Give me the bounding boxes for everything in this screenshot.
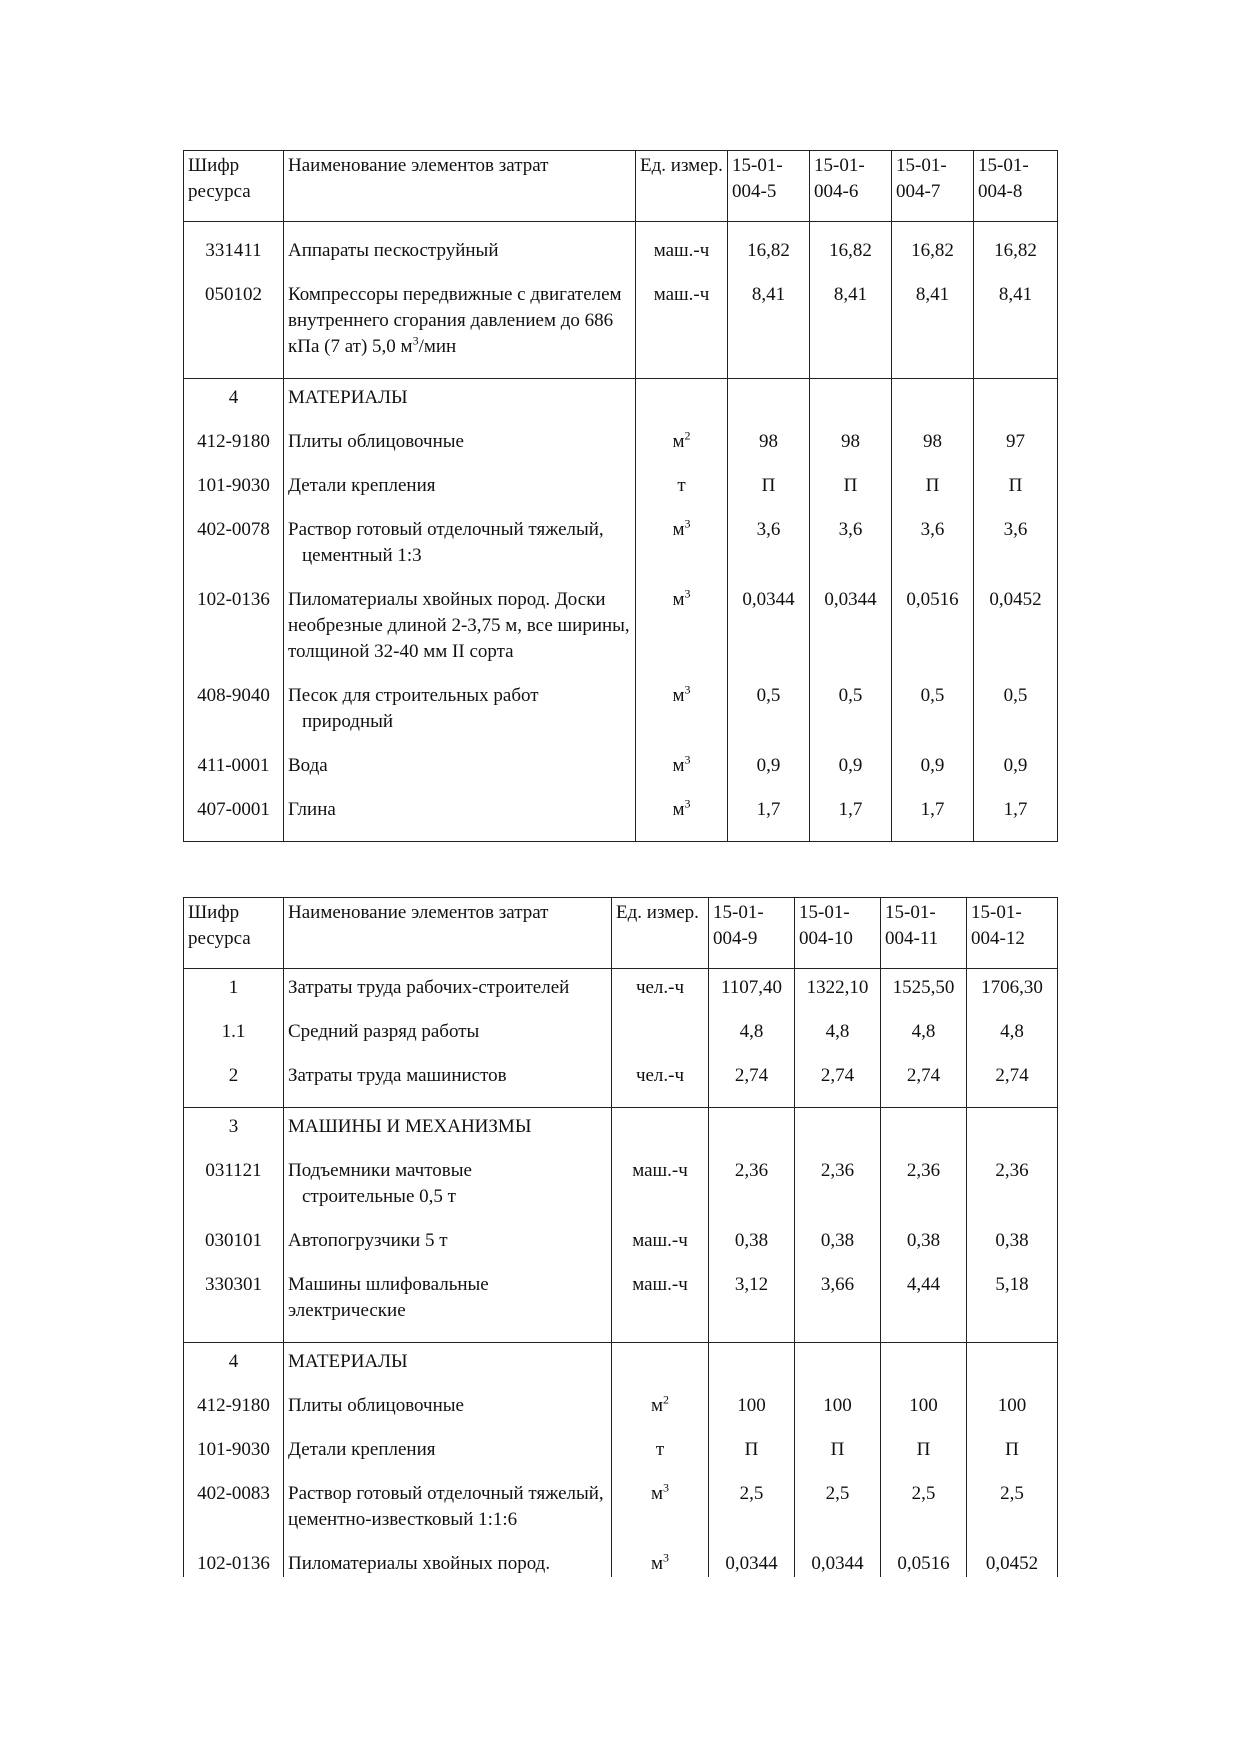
row-unit: $м^2$ (636, 429, 728, 473)
row-value: 2,5 (967, 1481, 1058, 1551)
row-value: 100 (881, 1393, 967, 1437)
row-value: 16,82 (974, 222, 1058, 283)
row-unit: маш.-ч (636, 282, 728, 379)
row-value: 3,6 (974, 517, 1058, 587)
table-row (184, 517, 1058, 587)
row-unit: $м^3$ (636, 683, 728, 753)
row-value: 100 (709, 1393, 795, 1437)
header-col-1: 15-01-004-9 (709, 898, 795, 969)
row-value: 8,41 (974, 282, 1058, 379)
row-name: Вода (284, 753, 636, 797)
row-value: П (810, 473, 892, 517)
table-row (184, 1481, 1058, 1551)
row-value: 4,44 (881, 1272, 967, 1343)
row-unit: $м^3$ (612, 1481, 709, 1551)
row-value: 3,66 (795, 1272, 881, 1343)
row-value: 4,8 (709, 1019, 795, 1063)
row-value: 2,74 (881, 1063, 967, 1108)
row-value: 0,38 (881, 1228, 967, 1272)
row-code: 1.1 (184, 1019, 284, 1063)
row-value: П (967, 1437, 1058, 1481)
row-value: 0,0344 (810, 587, 892, 683)
row-value: 1706,30 (967, 969, 1058, 1020)
row-code: 101-9030 (184, 1437, 284, 1481)
header-col-1: 15-01-004-5 (728, 151, 810, 222)
header-unit: Ед. измер. (612, 898, 709, 969)
table-row (184, 1019, 1058, 1063)
row-value: 2,74 (709, 1063, 795, 1108)
table-row (184, 1551, 1058, 1577)
row-value: 2,36 (795, 1158, 881, 1228)
row-value: 0,9 (892, 753, 974, 797)
table-row (184, 222, 1058, 283)
table-header-row (184, 898, 1058, 969)
row-code: 411-0001 (184, 753, 284, 797)
row-unit: маш.-ч (612, 1272, 709, 1343)
row-value: П (881, 1437, 967, 1481)
section-code: 3 (184, 1108, 284, 1159)
row-value: П (892, 473, 974, 517)
row-value: 0,0516 (892, 587, 974, 683)
header-name: Наименование элементов затрат (284, 898, 612, 969)
row-unit: маш.-ч (612, 1228, 709, 1272)
row-value: 1,7 (892, 797, 974, 842)
row-value: 0,0516 (881, 1551, 967, 1577)
section-code: 4 (184, 379, 284, 430)
table-header-row (184, 151, 1058, 222)
row-value: 0,5 (810, 683, 892, 753)
row-name-tail: /мин (418, 336, 457, 357)
header-unit: Ед. измер. (636, 151, 728, 222)
row-value: П (728, 473, 810, 517)
row-name: Детали крепления (284, 1437, 612, 1481)
row-value: 2,74 (795, 1063, 881, 1108)
header-col-4: 15-01-004-8 (974, 151, 1058, 222)
row-name: Пиломатериалы хвойных пород. Доски необрезные длиной 2-3,75 м, все ширины, толщиной 32-40 мм II сорта (284, 587, 636, 683)
table-row (184, 1228, 1058, 1272)
row-value: 2,5 (709, 1481, 795, 1551)
row-code: 412-9180 (184, 429, 284, 473)
row-code: 101-9030 (184, 473, 284, 517)
table-row (184, 1437, 1058, 1481)
row-name-text: Компрессоры передвижные с двигателем внутреннего сгорания давлением до 686 кПа (7 ат) 5,0 м (288, 284, 622, 357)
header-col-3: 15-01-004-11 (881, 898, 967, 969)
table-row (184, 587, 1058, 683)
row-code: 330301 (184, 1272, 284, 1343)
row-value: 0,5 (892, 683, 974, 753)
row-value: 8,41 (892, 282, 974, 379)
table-row (184, 1272, 1058, 1343)
row-value: 3,12 (709, 1272, 795, 1343)
row-name: Детали крепления (284, 473, 636, 517)
row-value: 98 (728, 429, 810, 473)
table-row (184, 797, 1058, 842)
row-code: 2 (184, 1063, 284, 1108)
row-value: 100 (795, 1393, 881, 1437)
row-value: 98 (810, 429, 892, 473)
row-value: 16,82 (810, 222, 892, 283)
header-name: Наименование элементов затрат (284, 151, 636, 222)
row-value: 100 (967, 1393, 1058, 1437)
row-value: 0,9 (810, 753, 892, 797)
row-value: 0,9 (728, 753, 810, 797)
row-name: Машины шлифовальные электрические (284, 1272, 612, 1343)
row-code: 402-0078 (184, 517, 284, 587)
row-code: 030101 (184, 1228, 284, 1272)
table-row (184, 429, 1058, 473)
row-value: 4,8 (795, 1019, 881, 1063)
row-value: 5,18 (967, 1272, 1058, 1343)
table-row (184, 1393, 1058, 1437)
section-title: МАТЕРИАЛЫ (284, 379, 636, 430)
header-col-3: 15-01-004-7 (892, 151, 974, 222)
row-value: 2,5 (795, 1481, 881, 1551)
row-name: Плиты облицовочные (284, 1393, 612, 1437)
header-col-2: 15-01-004-10 (795, 898, 881, 969)
row-value: 1,7 (728, 797, 810, 842)
table-row (184, 969, 1058, 1020)
row-code: 102-0136 (184, 1551, 284, 1577)
row-code: 402-0083 (184, 1481, 284, 1551)
row-code: 408-9040 (184, 683, 284, 753)
row-unit: $м^3$ (636, 753, 728, 797)
row-value: 0,0452 (974, 587, 1058, 683)
row-value: 0,0344 (709, 1551, 795, 1577)
row-name: Раствор готовый отделочный тяжелый, цементный 1:3 (284, 517, 636, 587)
header-col-4: 15-01-004-12 (967, 898, 1058, 969)
row-unit (612, 1019, 709, 1063)
header-col-2: 15-01-004-6 (810, 151, 892, 222)
table-row (184, 683, 1058, 753)
section-title: МАТЕРИАЛЫ (284, 1343, 612, 1394)
row-name: Средний разряд работы (284, 1019, 612, 1063)
row-code: 050102 (184, 282, 284, 379)
header-code: Шифр ресурса (184, 151, 284, 222)
row-value: 2,5 (881, 1481, 967, 1551)
row-unit: $м^3$ (636, 587, 728, 683)
row-name: Подъемники мачтовые строительные 0,5 т (284, 1158, 612, 1228)
table-row (184, 473, 1058, 517)
row-name: Пиломатериалы хвойных пород. (284, 1551, 612, 1577)
row-code: 102-0136 (184, 587, 284, 683)
row-value: 0,9 (974, 753, 1058, 797)
row-value: 1525,50 (881, 969, 967, 1020)
row-unit: $м^3$ (636, 517, 728, 587)
row-unit: маш.-ч (636, 222, 728, 283)
row-value: 0,0344 (795, 1551, 881, 1577)
row-value: 8,41 (728, 282, 810, 379)
row-value: 16,82 (728, 222, 810, 283)
row-value: 0,0344 (728, 587, 810, 683)
row-value: 0,38 (795, 1228, 881, 1272)
row-name: Раствор готовый отделочный тяжелый, цементно-известковый 1:1:6 (284, 1481, 612, 1551)
row-value: 98 (892, 429, 974, 473)
section-row-machines (184, 1108, 1058, 1159)
row-unit: $м^3$ (636, 797, 728, 842)
row-name: Плиты облицовочные (284, 429, 636, 473)
row-value: 3,6 (728, 517, 810, 587)
row-unit: $м^3$ (612, 1551, 709, 1577)
row-unit: маш.-ч (612, 1158, 709, 1228)
header-code: Шифр ресурса (184, 898, 284, 969)
row-value: 8,41 (810, 282, 892, 379)
row-unit: чел.-ч (612, 969, 709, 1020)
row-value: 2,36 (881, 1158, 967, 1228)
row-value: 3,6 (810, 517, 892, 587)
row-value: 4,8 (967, 1019, 1058, 1063)
row-value: 2,36 (709, 1158, 795, 1228)
table-row (184, 1158, 1058, 1228)
resource-table-1 (183, 150, 1058, 842)
row-name: Затраты труда машинистов (284, 1063, 612, 1108)
row-value: 4,8 (881, 1019, 967, 1063)
row-value: 1322,10 (795, 969, 881, 1020)
row-value: 97 (974, 429, 1058, 473)
row-name (284, 282, 636, 379)
row-name: Автопогрузчики 5 т (284, 1228, 612, 1272)
resource-table-2 (183, 897, 1058, 1577)
row-name: Затраты труда рабочих-строителей (284, 969, 612, 1020)
table-row (184, 753, 1058, 797)
row-value: 0,5 (974, 683, 1058, 753)
row-value: П (974, 473, 1058, 517)
row-value: 3,6 (892, 517, 974, 587)
row-code: 1 (184, 969, 284, 1020)
table-row (184, 1063, 1058, 1108)
row-unit: т (636, 473, 728, 517)
section-code: 4 (184, 1343, 284, 1394)
row-code: 407-0001 (184, 797, 284, 842)
row-value: 0,0452 (967, 1551, 1058, 1577)
row-name-sup: 3 (412, 333, 419, 348)
section-row-materials (184, 1343, 1058, 1394)
row-code: 412-9180 (184, 1393, 284, 1437)
table-row (184, 282, 1058, 379)
section-row-materials (184, 379, 1058, 430)
row-unit: т (612, 1437, 709, 1481)
row-value: 0,5 (728, 683, 810, 753)
row-value: 2,36 (967, 1158, 1058, 1228)
row-value: П (795, 1437, 881, 1481)
row-value: 1,7 (810, 797, 892, 842)
row-value: П (709, 1437, 795, 1481)
row-value: 1107,40 (709, 969, 795, 1020)
row-name: Глина (284, 797, 636, 842)
row-value: 0,38 (967, 1228, 1058, 1272)
row-unit: $м^2$ (612, 1393, 709, 1437)
row-value: 16,82 (892, 222, 974, 283)
row-code: 331411 (184, 222, 284, 283)
row-value: 1,7 (974, 797, 1058, 842)
section-title: МАШИНЫ И МЕХАНИЗМЫ (284, 1108, 612, 1159)
row-value: 2,74 (967, 1063, 1058, 1108)
row-unit: чел.-ч (612, 1063, 709, 1108)
row-value: 0,38 (709, 1228, 795, 1272)
row-code: 031121 (184, 1158, 284, 1228)
row-name: Песок для строительных работ природный (284, 683, 636, 753)
row-name: Аппараты пескоструйный (284, 222, 636, 283)
